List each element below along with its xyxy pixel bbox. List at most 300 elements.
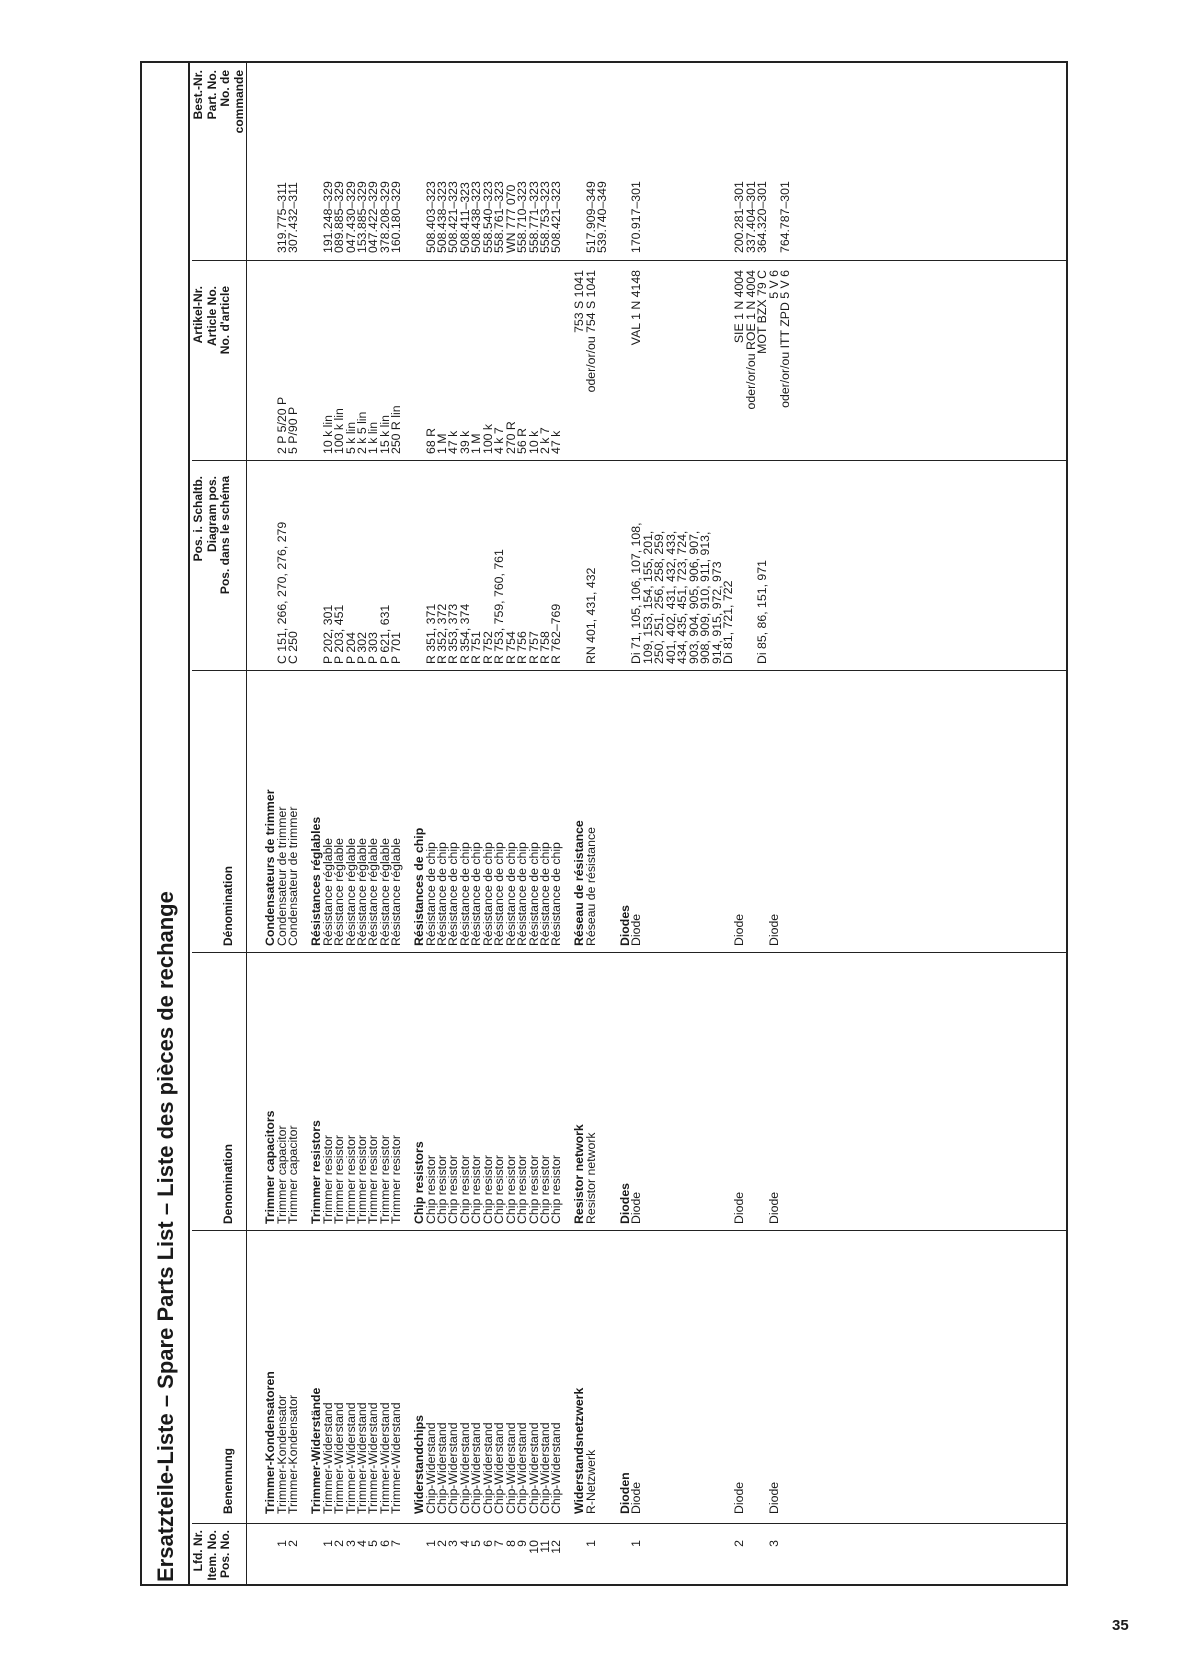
- item-no-cell: 1: [274, 1540, 289, 1547]
- denomination-en-cell: Trimmer resistor: [354, 1134, 369, 1224]
- diagram-pos-cell: R 752: [480, 631, 495, 664]
- part-no-cell: 558.771–323: [526, 181, 541, 253]
- denomination-fr-cell: Diode: [732, 913, 747, 946]
- diagram-pos-cell: [769, 522, 780, 664]
- denomination-en-cell: [677, 1111, 688, 1224]
- part-no-cell: [403, 181, 414, 253]
- item-no-cell: 2: [286, 1540, 301, 1547]
- header-item-no-en: Item. No.: [204, 1530, 219, 1581]
- item-no-cell: [712, 1540, 723, 1582]
- item-no-cell: 6: [480, 1540, 495, 1547]
- item-no-cell: [403, 1540, 414, 1582]
- article-no-cell: SIE 1 N 4004: [732, 270, 747, 344]
- benennung-cell: [746, 1371, 757, 1514]
- denomination-en-cell: [597, 1111, 608, 1224]
- benennung-cell: Chip-Widerstand: [515, 1422, 530, 1514]
- rotated-page: [142, 63, 1068, 1586]
- header-part-no: [192, 70, 246, 256]
- denomination-fr-cell: Résistance réglable: [332, 837, 347, 946]
- benennung-cell: Chip-Widerstand: [503, 1422, 518, 1514]
- article-no-cell: oder/or/ou ITT ZPD 5 V 6: [778, 270, 793, 408]
- diagram-pos-cell: P 621, 631: [377, 604, 392, 664]
- part-no-cell: 319.775–311: [274, 182, 289, 253]
- diagram-pos-cell: Di 81, 721, 722: [720, 580, 735, 664]
- denomination-en-cell: Diode: [629, 1191, 644, 1224]
- article-no-cell: [460, 270, 471, 446]
- value-cell: 15 k lin: [377, 415, 392, 454]
- denomination-en-cell: Trimmer resistor: [389, 1134, 404, 1224]
- value-cell: 5 k lin: [343, 421, 358, 454]
- denomination-en-cell: Resistor network: [572, 1124, 587, 1224]
- article-no-cell: [265, 270, 276, 446]
- diagram-pos-cell: 401, 402, 431, 432, 433,: [663, 530, 678, 664]
- denomination-en-cell: Diodes: [618, 1183, 632, 1224]
- diagram-pos-cell: [609, 522, 620, 664]
- header-diagram-pos-fr: Pos. dans le schéma: [218, 476, 232, 595]
- benennung-column: [254, 1371, 780, 1514]
- diagram-pos-cell: P 202, 301: [320, 604, 335, 664]
- part-no-cell: 558.753–323: [537, 181, 552, 253]
- benennung-cell: Trimmer-Kondensatoren: [263, 1371, 278, 1514]
- denomination-en-cell: Chip resistor: [492, 1154, 507, 1224]
- part-no-cell: 364.320–301: [755, 181, 770, 253]
- part-no-cell: 508.403–323: [423, 181, 438, 253]
- benennung-cell: Chip-Widerstand: [457, 1422, 472, 1514]
- denomination-fr-cell: Réseau de résistance: [583, 827, 598, 946]
- item-no-cell: [300, 1540, 311, 1582]
- article-no-cell: [323, 270, 334, 446]
- column-divider: [192, 952, 1068, 953]
- header-item-no-fr: Pos. No.: [218, 1530, 232, 1579]
- denomination-fr-cell: Résistance réglable: [343, 837, 358, 946]
- article-no-cell: [437, 270, 448, 446]
- benennung-cell: Trimmer-Widerstand: [320, 1402, 335, 1514]
- benennung-cell: Trimmer-Widerstand: [354, 1402, 369, 1514]
- denomination-fr-cell: [700, 790, 711, 947]
- denomination-en-cell: Diode: [766, 1191, 781, 1224]
- denomination-fr-cell: Résistance de chip: [526, 842, 541, 946]
- item-no-cell: 2: [332, 1540, 347, 1547]
- benennung-cell: [597, 1371, 608, 1514]
- article-no-cell: [597, 270, 608, 446]
- denomination-en-cell: Trimmer resistors: [309, 1120, 324, 1224]
- denomination-fr-cell: Résistances de chip: [412, 827, 427, 946]
- diagram-pos-cell: 914, 915, 972, 973: [709, 561, 724, 664]
- part-no-cell: [666, 181, 677, 253]
- item-no-cell: [666, 1540, 677, 1582]
- diagram-pos-cell: P 303: [366, 632, 381, 664]
- value-cell: 250 R lin: [389, 405, 404, 454]
- denomination-en-cell: [712, 1111, 723, 1224]
- part-no-cell: 160.180–329: [389, 181, 404, 253]
- article-no-cell: [380, 270, 391, 446]
- diagram-pos-cell: P 204: [343, 632, 358, 664]
- header-diagram-pos-en: Diagram pos.: [204, 476, 219, 553]
- article-no-cell: [609, 270, 620, 446]
- item-no-cell: [689, 1540, 700, 1582]
- diagram-pos-cell: Di 71, 105, 106, 107, 108,: [629, 522, 644, 664]
- part-no-cell: 200.281–301: [732, 181, 747, 253]
- part-no-cell: 378.208–329: [377, 181, 392, 253]
- value-cell: 10 k: [526, 430, 541, 454]
- part-no-cell: [677, 181, 688, 253]
- value-cell: 1 M: [469, 433, 484, 454]
- diagram-pos-cell: 109, 153, 154, 155, 201,: [640, 530, 655, 664]
- column-divider: [192, 1230, 1068, 1231]
- value-cell: 56 R: [515, 428, 530, 454]
- header-denomination-en: Denomination: [221, 1144, 235, 1224]
- denomination-en-cell: Chip resistor: [503, 1154, 518, 1224]
- item-no-cell: 10: [526, 1540, 541, 1554]
- denomination-en-cell: [689, 1111, 700, 1224]
- header-article-no: [192, 286, 233, 456]
- header-divider: [246, 63, 247, 1586]
- benennung-cell: Chip-Widerstand: [423, 1422, 438, 1514]
- article-no-cell: [540, 270, 551, 446]
- denomination-fr-cell: [746, 790, 757, 947]
- part-no-cell: [563, 181, 574, 253]
- diagram-pos-cell: Di 85, 86, 151, 971: [755, 560, 770, 664]
- article-no-cell: [483, 270, 494, 446]
- value-cell: 100 k lin: [332, 408, 347, 454]
- article-no-cell: [689, 270, 700, 446]
- part-no-cell: 508.421–323: [549, 181, 564, 253]
- denomination-en-cell: [666, 1111, 677, 1224]
- part-no-cell: 558.710–323: [515, 181, 530, 253]
- denomination-en-cell: Trimmer capacitor: [274, 1125, 289, 1224]
- value-cell: 1 k lin: [366, 421, 381, 454]
- denomination-en-cell: Chip resistor: [526, 1154, 541, 1224]
- benennung-cell: [700, 1371, 711, 1514]
- part-no-cell: 764.787–301: [778, 181, 793, 253]
- diagram-pos-cell: [734, 522, 745, 664]
- part-no-cell: 089.885–329: [332, 181, 347, 253]
- denomination-en-cell: Trimmer resistor: [332, 1134, 347, 1224]
- benennung-cell: Chip-Widerstand: [480, 1422, 495, 1514]
- header-benennung: Benennung: [221, 1448, 235, 1514]
- benennung-cell: Trimmer-Widerstand: [343, 1402, 358, 1514]
- article-no-cell: VAL 1 N 4148: [629, 270, 644, 346]
- item-no-cell: 4: [354, 1540, 369, 1547]
- article-no-cell: [391, 270, 402, 446]
- document-frame: [140, 61, 1068, 1586]
- denomination-fr-cell: Résistance réglable: [320, 837, 335, 946]
- benennung-cell: Widerstandchips: [412, 1415, 427, 1514]
- denomination-fr-cell: Résistance de chip: [480, 842, 495, 946]
- denomination-fr-cell: Résistance de chip: [549, 842, 564, 946]
- diagram-pos-cell: 903, 904, 905, 906, 907,: [686, 530, 701, 664]
- diagram-pos-cell: RN 401, 431, 432: [583, 567, 598, 664]
- benennung-cell: Trimmer-Kondensator: [274, 1394, 289, 1514]
- article-no-cell: [471, 270, 482, 446]
- column-divider: [192, 260, 1068, 261]
- article-no-cell: oder/or/ou 754 S 1041: [583, 270, 598, 393]
- denomination-fr-cell: Résistance réglable: [389, 837, 404, 946]
- article-no-cell: [311, 270, 322, 446]
- benennung-cell: Chip-Widerstand: [446, 1422, 461, 1514]
- value-cell: 4 k 7: [492, 427, 507, 454]
- item-no-cell: 2: [435, 1540, 449, 1547]
- part-no-cell: 508.421–323: [446, 181, 461, 253]
- denomination-fr-cell: [677, 790, 688, 947]
- part-no-cell: 539.740–349: [595, 181, 610, 253]
- value-cell: 2 k 5 lin: [354, 411, 369, 454]
- denomination-fr-cell: Résistance de chip: [423, 842, 438, 946]
- part-no-cell: 153.885–329: [354, 181, 369, 253]
- diagram-pos-cell: R 756: [515, 631, 530, 664]
- part-no-cell: 508.438–323: [469, 181, 484, 253]
- item-no-cell: 1: [583, 1540, 598, 1547]
- diagram-pos-cell: R 354, 374: [457, 603, 472, 664]
- item-no-cell: 12: [549, 1540, 564, 1554]
- benennung-cell: Diode: [766, 1481, 781, 1514]
- part-no-cell: 170.917–301: [629, 181, 644, 253]
- part-no-cell: 047.422–329: [366, 181, 381, 253]
- denomination-fr-cell: [654, 790, 665, 947]
- denomination-fr-cell: [712, 790, 723, 947]
- denomination-fr-cell: Diode: [629, 913, 644, 946]
- part-no-cell: WN 777 070: [503, 184, 518, 253]
- part-no-column: [254, 181, 792, 253]
- part-no-cell: 558.540–323: [480, 181, 495, 253]
- article-no-cell: [426, 270, 437, 446]
- article-no-cell: [666, 270, 677, 446]
- header-item-no-de: Lfd. Nr.: [191, 1530, 205, 1572]
- denomination-fr-cell: Résistance de chip: [469, 842, 484, 946]
- benennung-cell: Diode: [732, 1481, 747, 1514]
- denomination-fr-cell: Réseau de résistance: [572, 820, 587, 946]
- header-part-no-en: Part. No.: [204, 70, 219, 120]
- benennung-cell: Chip-Widerstand: [537, 1422, 552, 1514]
- item-no-cell: [597, 1540, 608, 1582]
- diagram-pos-cell: R 762–769: [549, 603, 564, 664]
- part-no-cell: 307.432–311: [286, 182, 301, 253]
- benennung-cell: [712, 1371, 723, 1514]
- denomination-fr-cell: Résistance de chip: [457, 842, 472, 946]
- benennung-cell: Chip-Widerstand: [469, 1422, 484, 1514]
- denomination-fr-cell: Diodes: [618, 905, 632, 946]
- benennung-cell: Widerstandsnetzwerk: [572, 1387, 587, 1514]
- denomination-en-cell: [700, 1111, 711, 1224]
- part-no-cell: [609, 181, 620, 253]
- denomination-en-cell: Chip resistors: [412, 1141, 427, 1224]
- item-no-cell: 3: [343, 1540, 358, 1547]
- header-denomination-fr: Dénomination: [221, 866, 235, 946]
- item-no-cell: 5: [366, 1540, 381, 1547]
- part-no-cell: 047.430–329: [343, 181, 358, 253]
- denomination-en-cell: Chip resistor: [435, 1154, 449, 1224]
- part-no-cell: 517.909–349: [583, 181, 598, 253]
- part-no-cell: [643, 181, 654, 253]
- diagram-pos-cell: P 302: [354, 632, 369, 664]
- value-cell: 47 k: [446, 430, 461, 454]
- denomination-fr-cell: Diode: [766, 913, 781, 946]
- item-no-cell: 3: [766, 1540, 781, 1547]
- denomination-fr-cell: Résistance réglable: [377, 837, 392, 946]
- header-part-no-fr: No. de: [218, 70, 232, 107]
- denomination-en-cell: Chip resistor: [446, 1154, 461, 1224]
- article-no-cell: [346, 270, 357, 446]
- benennung-cell: Trimmer-Widerstände: [309, 1387, 324, 1514]
- benennung-cell: Trimmer-Widerstand: [389, 1402, 404, 1514]
- denomination-en-cell: Chip resistor: [515, 1154, 530, 1224]
- article-no-cell: [551, 270, 562, 446]
- article-no-column: [254, 270, 792, 446]
- diagram-pos-cell: R 757: [526, 631, 541, 664]
- denomination-fr-cell: [643, 790, 654, 947]
- diagram-pos-cell: 250, 251, 256, 258, 259,: [652, 530, 667, 664]
- benennung-cell: Chip-Widerstand: [435, 1422, 449, 1514]
- item-no-cell: 6: [377, 1540, 392, 1547]
- part-no-cell: 191.248–329: [320, 181, 335, 253]
- item-no-cell: 2: [732, 1540, 747, 1547]
- denomination-fr-cell: [597, 790, 608, 947]
- denomination-en-cell: Resistor network: [583, 1132, 598, 1224]
- denomination-en-cell: Chip resistor: [549, 1154, 564, 1224]
- diagram-pos-cell: P 701: [389, 632, 404, 664]
- article-no-cell: [288, 270, 299, 446]
- article-no-cell: [254, 270, 265, 446]
- title-divider: [188, 63, 190, 1586]
- benennung-cell: Chip-Widerstand: [549, 1422, 564, 1514]
- benennung-cell: Dioden: [618, 1472, 632, 1514]
- diagram-pos-cell: R 758: [537, 631, 552, 664]
- denomination-fr-cell: [689, 790, 700, 947]
- denomination-en-cell: Trimmer resistor: [343, 1134, 358, 1224]
- article-no-cell: [506, 270, 517, 446]
- denomination-en-cell: Chip resistor: [469, 1154, 484, 1224]
- benennung-cell: [689, 1371, 700, 1514]
- article-no-cell: [643, 270, 654, 446]
- part-no-cell: [700, 181, 711, 253]
- diagram-pos-cell: R 753, 759, 760, 761: [492, 549, 507, 664]
- article-no-cell: [368, 270, 379, 446]
- item-no-column: [254, 1540, 780, 1582]
- benennung-cell: [677, 1371, 688, 1514]
- item-no-cell: 8: [503, 1540, 518, 1547]
- denomination-fr-cell: Résistance de chip: [515, 842, 530, 946]
- denomination-fr-cell: Résistance de chip: [446, 842, 461, 946]
- item-no-cell: [654, 1540, 665, 1582]
- value-cell: 39 k: [457, 430, 472, 454]
- article-no-cell: 753 S 1041: [572, 270, 587, 333]
- denomination-fr-cell: Condensateur de trimmer: [274, 806, 289, 946]
- benennung-cell: [654, 1371, 665, 1514]
- part-no-cell: 508.411–323: [457, 182, 472, 253]
- item-no-cell: 7: [389, 1540, 404, 1547]
- article-no-cell: oder/or/ou ROE 1 N 4004: [743, 270, 758, 410]
- denomination-fr-column: [254, 790, 780, 947]
- denomination-fr-cell: Résistances réglables: [309, 816, 324, 946]
- value-cell: 270 R: [503, 421, 518, 454]
- denomination-fr-cell: Résistance de chip: [537, 842, 552, 946]
- diagram-pos-cell: [563, 522, 574, 664]
- item-no-cell: 4: [457, 1540, 472, 1547]
- column-divider: [192, 1523, 1068, 1524]
- denomination-fr-cell: Résistance réglable: [354, 837, 369, 946]
- header-article-no-fr: No. d'article: [218, 286, 232, 355]
- item-no-cell: 5: [469, 1540, 484, 1547]
- item-no-cell: 1: [423, 1540, 438, 1547]
- article-no-cell: 5 V 6: [766, 270, 781, 299]
- article-no-cell: [448, 270, 459, 446]
- article-no-cell: [334, 270, 345, 446]
- benennung-cell: Trimmer-Widerstand: [366, 1402, 381, 1514]
- diagram-pos-cell: R 751: [469, 631, 484, 664]
- header-diagram-pos: [192, 476, 233, 666]
- article-no-cell: [494, 270, 505, 446]
- denomination-en-cell: [643, 1111, 654, 1224]
- value-cell: 5 P/90 P: [286, 406, 301, 454]
- diagram-pos-cell: [403, 522, 414, 664]
- item-no-cell: 1: [320, 1540, 335, 1547]
- page-title: Ersatzteile-Liste – Spare Parts List – Liste des pièces de rechange: [153, 891, 178, 1582]
- header-diagram-pos-de: Pos. i. Schaltb.: [191, 476, 205, 562]
- article-no-cell: [677, 270, 688, 446]
- denomination-fr-cell: Condensateur de trimmer: [286, 806, 301, 946]
- benennung-cell: Trimmer-Kondensator: [286, 1394, 301, 1514]
- item-no-cell: [677, 1540, 688, 1582]
- header-part-no-de: Best.-Nr.: [191, 70, 205, 120]
- benennung-cell: Chip-Widerstand: [526, 1422, 541, 1514]
- denomination-en-cell: Chip resistor: [457, 1154, 472, 1224]
- article-no-cell: [414, 270, 425, 446]
- denomination-fr-cell: Résistance de chip: [492, 842, 507, 946]
- diagram-pos-column: [254, 522, 780, 664]
- denomination-en-cell: Diode: [732, 1191, 747, 1224]
- part-no-cell: 508.438–323: [435, 181, 449, 253]
- item-no-cell: 7: [492, 1540, 507, 1547]
- article-no-cell: [654, 270, 665, 446]
- diagram-pos-cell: R 352, 372: [435, 603, 449, 664]
- item-no-cell: 11: [537, 1540, 552, 1553]
- diagram-pos-cell: R 351, 371: [423, 603, 438, 664]
- article-no-cell: [300, 270, 311, 446]
- part-no-cell: [654, 181, 665, 253]
- denomination-en-cell: Chip resistor: [537, 1154, 552, 1224]
- denomination-en-cell: Trimmer resistor: [366, 1134, 381, 1224]
- article-no-cell: MOT BZX 79 C: [755, 270, 770, 354]
- denomination-en-cell: Trimmer capacitors: [263, 1110, 278, 1224]
- item-no-cell: [254, 1540, 265, 1582]
- article-no-cell: [712, 270, 723, 446]
- benennung-cell: [666, 1371, 677, 1514]
- item-no-cell: 1: [629, 1540, 644, 1547]
- denomination-en-cell: Trimmer resistor: [377, 1134, 392, 1224]
- item-no-cell: 9: [515, 1540, 530, 1547]
- denomination-en-cell: [746, 1111, 757, 1224]
- column-divider: [192, 670, 1068, 671]
- benennung-cell: Diode: [629, 1481, 644, 1514]
- item-no-cell: [746, 1540, 757, 1582]
- benennung-cell: Trimmer-Widerstand: [377, 1402, 392, 1514]
- header-article-no-de: Artikel-Nr.: [191, 286, 205, 344]
- part-no-cell: 337.404–301: [743, 181, 758, 253]
- benennung-cell: Chip-Widerstand: [492, 1422, 507, 1514]
- part-no-cell: [689, 181, 700, 253]
- item-no-cell: [643, 1540, 654, 1582]
- denomination-en-cell: Trimmer resistor: [320, 1134, 335, 1224]
- denomination-fr-cell: Résistance réglable: [366, 837, 381, 946]
- denomination-fr-cell: [666, 790, 677, 947]
- denomination-en-cell: Trimmer capacitor: [286, 1125, 301, 1224]
- article-no-cell: [700, 270, 711, 446]
- denomination-en-cell: Chip resistor: [423, 1154, 438, 1224]
- part-no-cell: [300, 181, 311, 253]
- page-number: 35: [1112, 1617, 1129, 1634]
- value-cell: 1 M: [435, 433, 449, 454]
- denomination-en-column: [254, 1111, 780, 1224]
